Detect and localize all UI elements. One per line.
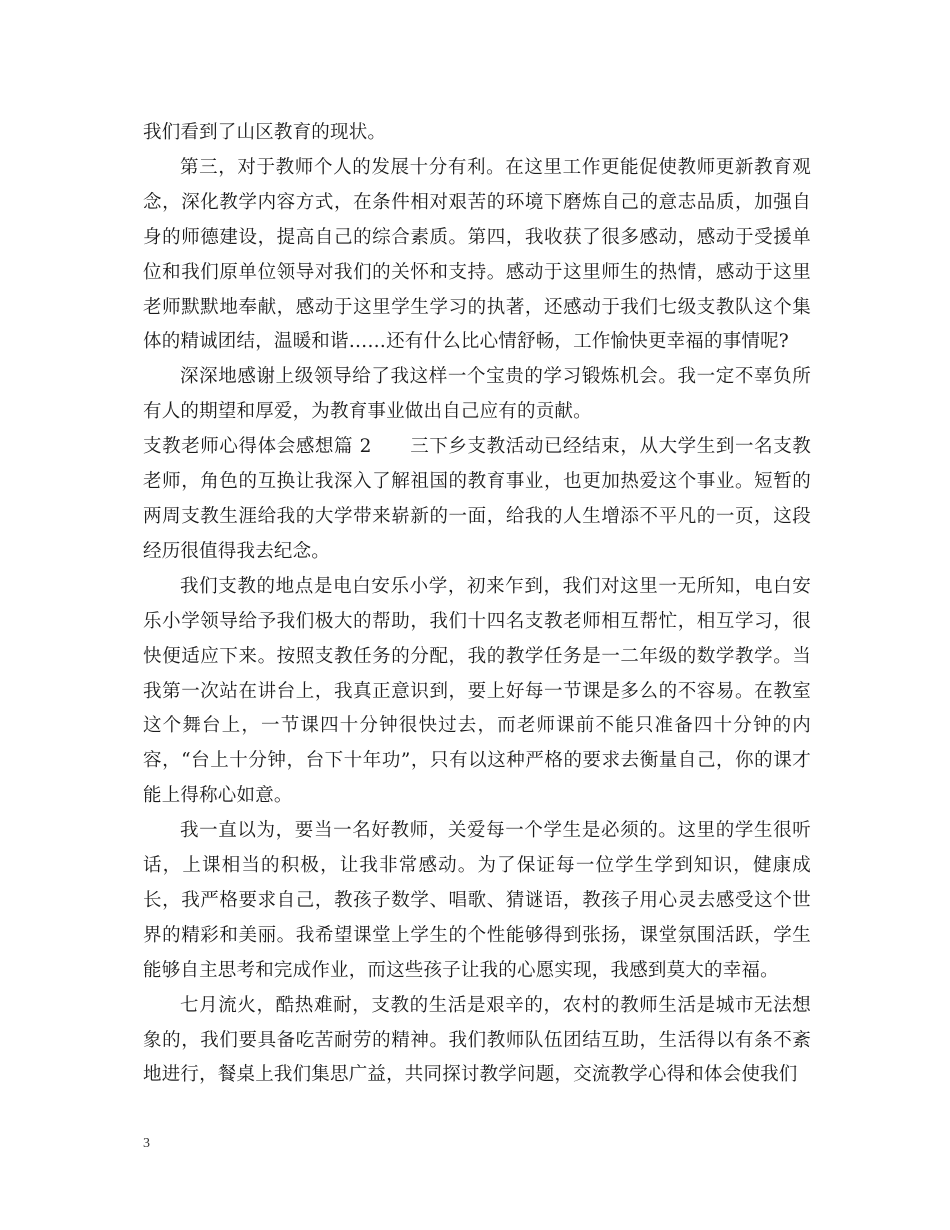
page-number: 3 xyxy=(143,1136,150,1151)
paragraph-7: 七月流火，酷热难耐，支教的生活是艰辛的，农村的教师生活是城市无法想象的，我们要具备吃苦耐劳的精神。我们教师队伍团结互助，生活得以有条不紊地进行，餐桌上我们集思广益，共同探讨教学问题，交流教学心得和体会使我们 xyxy=(143,994,811,1086)
document-body xyxy=(143,116,811,1093)
paragraph-3: 深深地感谢上级领导给了我这样一个宝贵的学习锻炼机会。我一定不辜负所有人的期望和厚爱，为教育事业做出自己应有的贡献。 xyxy=(143,366,811,423)
paragraph-2: 第三，对于教师个人的发展十分有利。在这里工作更能促使教师更新教育观念，深化教学内容方式，在条件相对艰苦的环境下磨炼自己的意志品质，加强自身的师德建设，提高自己的综合素质。第四，我收获了很多感动，感动于受援单位和我们原单位领导对我们的关怀和支持。感动于这里师生的热情，感动于这里老师默默地奉献，感动于这里学生学习的执著，还感动于我们七级支教队这个集体的精诚团结，温暖和谐……还有什么比心情舒畅，工作愉快更幸福的事情呢? xyxy=(143,156,811,353)
paragraph-5: 我们支教的地点是电白安乐小学，初来乍到，我们对这里一无所知，电白安乐小学领导给予我们极大的帮助，我们十四名支教老师相互帮忙，相互学习，很快便适应下来。按照支教任务的分配，我的教学任务是一二年级的数学教学。当我第一次站在讲台上，我真正意识到，要上好每一节课是多么的不容易。在教室这个舞台上，一节课四十分钟很快过去，而老师课前不能只准备四十分钟的内容，“台上十分钟，台下十年功”，只有以这种严格的要求去衡量自己，你的课才能上得称心如意。 xyxy=(143,575,811,807)
paragraph-1: 我们看到了山区教育的现状。 xyxy=(143,122,387,143)
paragraph-4-section-heading: 支教老师心得体会感想篇 2 三下乡支教活动已经结束，从大学生到一名支教老师，角色的互换让我深入了解祖国的教育事业，也更加热爱这个事业。短暂的两周支教生涯给我的大学带来崭新的一面，给我的人生增添不平凡的一页，这段经历很值得我去纪念。 xyxy=(143,436,811,562)
paragraph-6: 我一直以为，要当一名好教师，关爱每一个学生是必须的。这里的学生很听话，上课相当的积极，让我非常感动。为了保证每一位学生学到知识，健康成长，我严格要求自己，教孩子数学、唱歌、猜谜语，教孩子用心灵去感受这个世界的精彩和美丽。我希望课堂上学生的个性能够得到张扬，课堂氛围活跃，学生能够自主思考和完成作业，而这些孩子让我的心愿实现，我感到莫大的幸福。 xyxy=(143,820,811,981)
